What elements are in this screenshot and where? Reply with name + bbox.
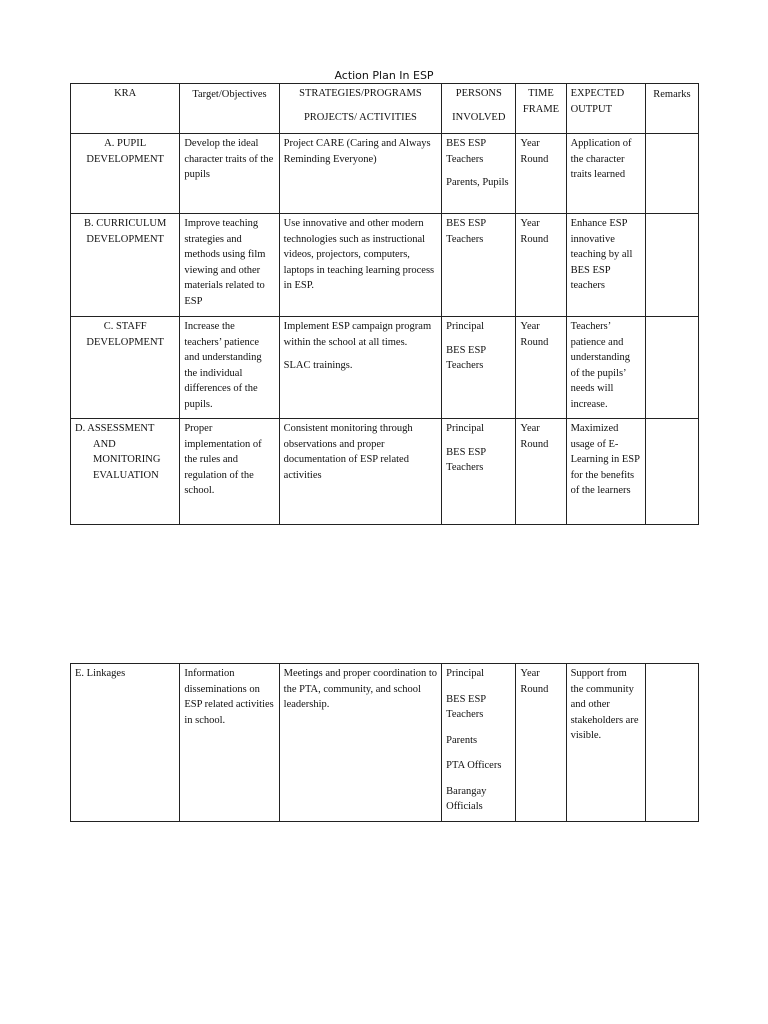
header-target: Target/Objectives — [180, 84, 279, 134]
kra-label: C. STAFF — [103, 321, 147, 332]
table-row — [71, 317, 699, 419]
target-cell: Improve teaching strategies and methods using film viewing and other materials related to ESP — [180, 214, 279, 317]
header-strategies-line2: PROJECTS/ ACTIVITIES — [303, 111, 417, 123]
header-time-line1: TIME — [528, 88, 554, 99]
header-persons-line2: INVOLVED — [452, 111, 506, 123]
output-cell: Support from the community and other stakeholders are visible. — [566, 664, 645, 822]
persons-item: BES ESP Teachers — [446, 446, 486, 473]
remarks-cell — [645, 214, 698, 317]
target-cell: Information disseminations on ESP related activities in school. — [180, 664, 279, 822]
output-cell: Application of the character traits learned — [566, 134, 645, 214]
kra-label: DEVELOPMENT — [86, 233, 164, 245]
action-plan-table — [70, 83, 699, 525]
persons-item: BES ESP Teachers — [446, 138, 486, 165]
persons-cell — [442, 419, 516, 525]
header-row — [71, 84, 699, 134]
header-expected-line2: OUTPUT — [570, 103, 612, 115]
persons-item: Parents — [446, 734, 478, 746]
persons-item: BES ESP Teachers — [446, 344, 486, 371]
strategy-cell: Project CARE (Caring and Always Reminding Everyone) — [279, 134, 442, 214]
kra-cell — [71, 134, 180, 214]
persons-item: Principal — [446, 321, 485, 332]
kra-label: EVALUATION — [93, 469, 159, 481]
persons-item: Parents, Pupils — [446, 177, 509, 188]
kra-cell — [71, 214, 180, 317]
time-cell: Year Round — [516, 317, 566, 419]
persons-cell: BES ESP Teachers — [442, 214, 516, 317]
header-strategies — [279, 84, 442, 134]
persons-cell — [442, 664, 516, 822]
output-cell: Enhance ESP innovative teaching by all BES ESP teachers — [566, 214, 645, 317]
strategy-item: Implement ESP campaign program within the school at all times. — [283, 321, 432, 348]
kra-cell: E. Linkages — [71, 664, 180, 822]
header-strategies-line1: STRATEGIES/PROGRAMS — [299, 88, 422, 99]
strategy-cell: Use innovative and other modern technologies such as instructional videos, projectors, computers, laptops in teaching learning process in ESP. — [279, 214, 442, 317]
persons-item: Barangay Officials — [446, 785, 487, 812]
strategy-cell: Consistent monitoring through observations and proper documentation of ESP related activities — [279, 419, 442, 525]
header-persons-line1: PERSONS — [455, 88, 502, 99]
header-time — [516, 84, 566, 134]
persons-cell — [442, 317, 516, 419]
header-expected — [566, 84, 645, 134]
output-cell: Maximized usage of E-Learning in ESP for the benefits of the learners — [566, 419, 645, 525]
time-cell: Year Round — [516, 664, 566, 822]
time-cell: Year Round — [516, 134, 566, 214]
time-cell: Year Round — [516, 214, 566, 317]
header-persons — [442, 84, 516, 134]
table-row — [71, 664, 699, 822]
kra-label: D. ASSESSMENT — [75, 423, 155, 434]
target-cell: Proper implementation of the rules and regulation of the school. — [180, 419, 279, 525]
strategy-cell — [279, 317, 442, 419]
persons-item: Principal — [446, 423, 485, 434]
kra-label: DEVELOPMENT — [86, 153, 164, 165]
output-cell: Teachers’ patience and understanding of the pupils’ needs will increase. — [566, 317, 645, 419]
remarks-cell — [645, 134, 698, 214]
persons-cell — [442, 134, 516, 214]
kra-label: DEVELOPMENT — [86, 336, 164, 348]
target-cell: Increase the teachers’ patience and understanding the individual differences of the pupils. — [180, 317, 279, 419]
header-kra: KRA — [71, 84, 180, 134]
kra-label: MONITORING — [93, 454, 161, 465]
kra-cell — [71, 419, 180, 525]
strategy-item: SLAC trainings. — [283, 360, 353, 371]
header-expected-line1: EXPECTED — [570, 88, 625, 99]
kra-label: AND — [93, 438, 116, 450]
target-cell: Develop the ideal character traits of the pupils — [180, 134, 279, 214]
persons-item: BES ESP Teachers — [446, 693, 486, 720]
table-row — [71, 134, 699, 214]
kra-label: A. PUPIL — [104, 138, 147, 149]
kra-label: B. CURRICULUM — [84, 218, 167, 229]
header-remarks: Remarks — [645, 84, 698, 134]
kra-cell — [71, 317, 180, 419]
table-row — [71, 214, 699, 317]
strategy-cell: Meetings and proper coordination to the PTA, community, and school leadership. — [279, 664, 442, 822]
persons-item: Principal — [446, 668, 485, 679]
remarks-cell — [645, 419, 698, 525]
remarks-cell — [645, 317, 698, 419]
time-cell: Year Round — [516, 419, 566, 525]
remarks-cell — [645, 664, 698, 822]
header-time-line2: FRAME — [522, 103, 560, 115]
table-row — [71, 419, 699, 525]
persons-item: PTA Officers — [446, 760, 502, 771]
linkages-table — [70, 663, 699, 822]
document-title: Action Plan In ESP — [334, 69, 434, 82]
